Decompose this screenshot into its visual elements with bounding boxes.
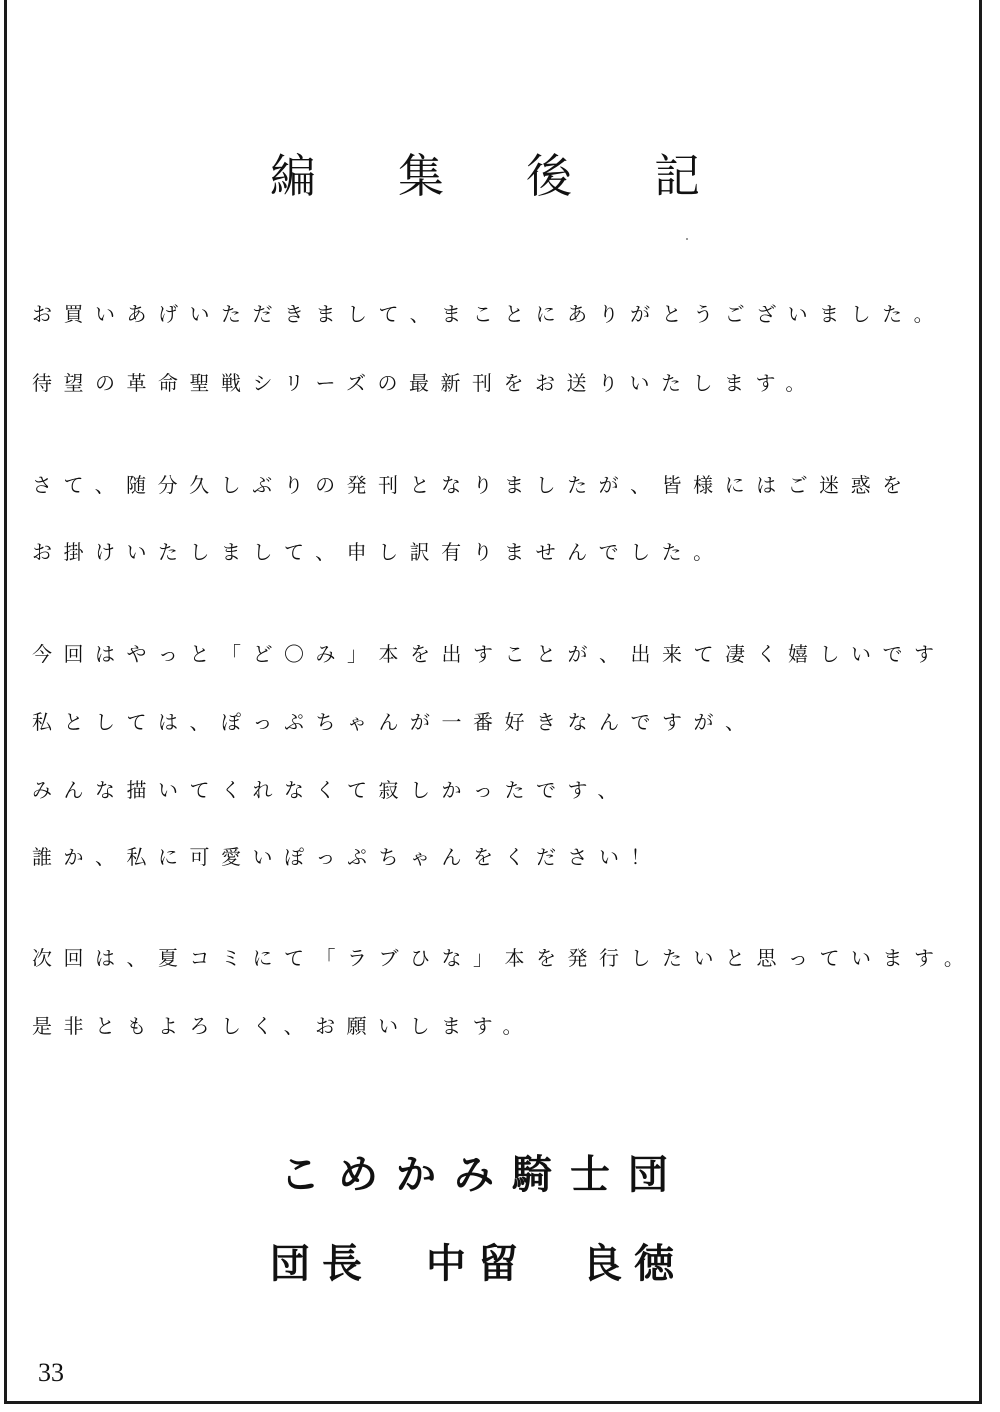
body-line: 私としては、ぽっぷちゃんが一番好きなんですが、 — [32, 710, 757, 734]
body-line: 誰か、私に可愛いぽっぷちゃんをください！ — [32, 845, 662, 869]
page-number: 33 — [38, 1358, 64, 1387]
body-line: 待望の革命聖戦シリーズの最新刊をお送りいたします。 — [32, 371, 817, 395]
body-line: お買いあげいただきまして、まことにありがとうございました。 — [32, 302, 946, 326]
scan-speck — [686, 238, 688, 240]
circle-name: こめかみ騎士団 — [280, 1152, 686, 1198]
body-line: みんな描いてくれなくて寂しかったです、 — [32, 778, 629, 802]
body-line: 次回は、夏コミにて「ラブひな」本を発行したいと思っています。 — [32, 946, 976, 970]
body-line: 今回はやっと「ど〇み」本を出すことが、出来て凄く嬉しいです — [32, 642, 946, 666]
page-title: 編集後記 — [270, 149, 782, 203]
body-line: 是非ともよろしく、お願いします。 — [32, 1014, 534, 1038]
body-line: さて、随分久しぶりの発刊となりましたが、皆様にはご迷惑を — [32, 473, 914, 497]
leader-name: 団長 中留 良徳 — [270, 1241, 686, 1287]
body-line: お掛けいたしまして、申し訳有りませんでした。 — [32, 540, 725, 564]
